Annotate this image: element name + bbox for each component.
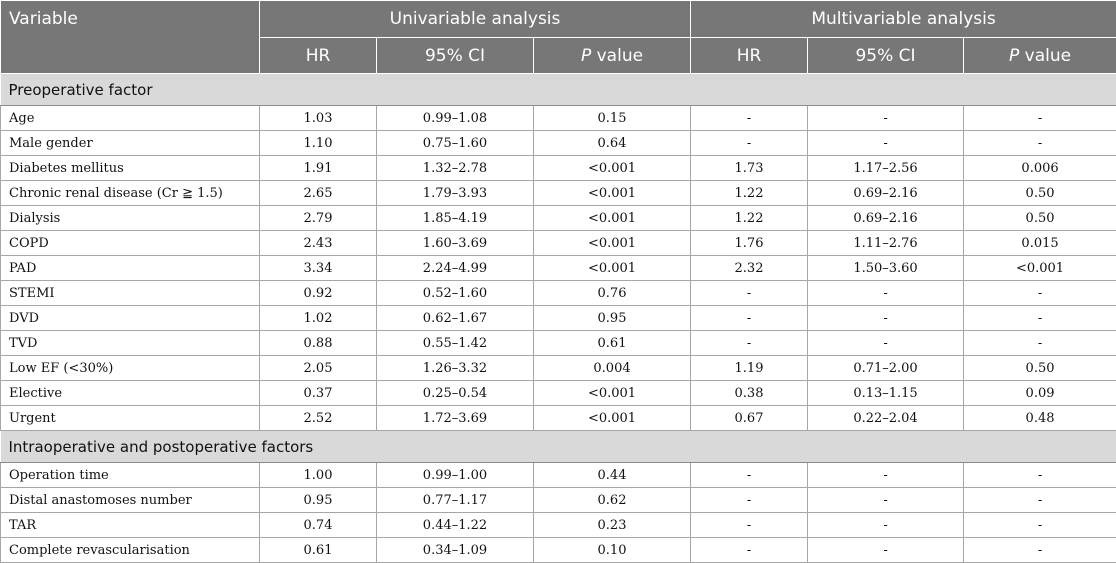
uni-p-cell: <0.001 <box>534 181 691 206</box>
multi-ci-cell: - <box>808 463 964 488</box>
uni-ci-cell: 0.77–1.17 <box>377 488 534 513</box>
multi-p-cell: - <box>964 463 1116 488</box>
table-row <box>1 181 1116 206</box>
uni-p-cell: 0.10 <box>534 538 691 563</box>
multi-ci-cell: 1.50–3.60 <box>808 256 964 281</box>
variable-cell: Elective <box>1 381 260 406</box>
multi-hr-cell: - <box>691 488 808 513</box>
table-row <box>1 306 1116 331</box>
table-row <box>1 131 1116 156</box>
uni-p-cell: <0.001 <box>534 406 691 431</box>
uni-ci-header: 95% CI <box>377 38 534 74</box>
uni-ci-cell: 0.44–1.22 <box>377 513 534 538</box>
multi-hr-cell: - <box>691 538 808 563</box>
p-rest: value <box>1019 46 1071 66</box>
multi-p-cell: - <box>964 131 1116 156</box>
table-header <box>1 1 1116 74</box>
table-row <box>1 513 1116 538</box>
uni-hr-cell: 0.95 <box>260 488 377 513</box>
uni-ci-cell: 1.79–3.93 <box>377 181 534 206</box>
variable-cell: Low EF (<30%) <box>1 356 260 381</box>
multi-hr-cell: - <box>691 513 808 538</box>
table-row <box>1 331 1116 356</box>
uni-p-cell: <0.001 <box>534 381 691 406</box>
uni-hr-cell: 1.02 <box>260 306 377 331</box>
table-row <box>1 488 1116 513</box>
multi-p-cell: - <box>964 306 1116 331</box>
multi-p-cell: 0.50 <box>964 356 1116 381</box>
multi-p-cell: - <box>964 281 1116 306</box>
multi-p-cell: - <box>964 538 1116 563</box>
variable-cell: PAD <box>1 256 260 281</box>
multi-p-cell: 0.015 <box>964 231 1116 256</box>
uni-hr-cell: 1.00 <box>260 463 377 488</box>
uni-ci-cell: 2.24–4.99 <box>377 256 534 281</box>
uni-p-cell: 0.15 <box>534 106 691 131</box>
variable-header: Variable <box>1 1 260 74</box>
multi-hr-cell: 1.22 <box>691 206 808 231</box>
uni-hr-cell: 1.10 <box>260 131 377 156</box>
multi-hr-cell: 1.19 <box>691 356 808 381</box>
multi-ci-cell: - <box>808 488 964 513</box>
multi-ci-header: 95% CI <box>808 38 964 74</box>
table-row <box>1 538 1116 563</box>
uni-p-cell: 0.95 <box>534 306 691 331</box>
uni-hr-cell: 2.79 <box>260 206 377 231</box>
uni-p-cell: 0.61 <box>534 331 691 356</box>
uni-hr-cell: 2.43 <box>260 231 377 256</box>
univariable-header: Univariable analysis <box>260 1 691 38</box>
uni-hr-cell: 1.03 <box>260 106 377 131</box>
uni-ci-cell: 0.52–1.60 <box>377 281 534 306</box>
uni-hr-cell: 2.05 <box>260 356 377 381</box>
multi-p-cell: - <box>964 106 1116 131</box>
uni-p-cell: <0.001 <box>534 206 691 231</box>
multi-ci-cell: 1.17–2.56 <box>808 156 964 181</box>
variable-cell: Distal anastomoses number <box>1 488 260 513</box>
uni-p-cell: <0.001 <box>534 256 691 281</box>
variable-cell: Operation time <box>1 463 260 488</box>
multi-ci-cell: - <box>808 538 964 563</box>
multi-hr-cell: - <box>691 306 808 331</box>
multi-ci-cell: - <box>808 131 964 156</box>
uni-hr-header: HR <box>260 38 377 74</box>
uni-hr-cell: 2.65 <box>260 181 377 206</box>
multi-p-cell: 0.09 <box>964 381 1116 406</box>
uni-ci-cell: 0.75–1.60 <box>377 131 534 156</box>
multi-p-header <box>964 38 1116 74</box>
variable-cell: Chronic renal disease (Cr ≧ 1.5) <box>1 181 260 206</box>
table-row <box>1 256 1116 281</box>
table-body <box>1 74 1116 563</box>
multi-hr-cell: - <box>691 331 808 356</box>
multi-hr-cell: 1.22 <box>691 181 808 206</box>
multi-p-cell: - <box>964 331 1116 356</box>
uni-p-cell: 0.76 <box>534 281 691 306</box>
multi-hr-header: HR <box>691 38 808 74</box>
multi-ci-cell: - <box>808 306 964 331</box>
multi-hr-cell: 2.32 <box>691 256 808 281</box>
variable-cell: STEMI <box>1 281 260 306</box>
multi-hr-cell: 0.67 <box>691 406 808 431</box>
uni-hr-cell: 2.52 <box>260 406 377 431</box>
multi-p-cell: 0.48 <box>964 406 1116 431</box>
multi-ci-cell: 0.69–2.16 <box>808 181 964 206</box>
multi-ci-cell: - <box>808 106 964 131</box>
uni-ci-cell: 0.55–1.42 <box>377 331 534 356</box>
uni-hr-cell: 1.91 <box>260 156 377 181</box>
multi-hr-cell: - <box>691 106 808 131</box>
multi-ci-cell: - <box>808 513 964 538</box>
uni-p-cell: 0.004 <box>534 356 691 381</box>
uni-ci-cell: 0.34–1.09 <box>377 538 534 563</box>
multivariable-header: Multivariable analysis <box>691 1 1116 38</box>
multi-ci-cell: 0.13–1.15 <box>808 381 964 406</box>
table-row <box>1 356 1116 381</box>
multi-p-cell: 0.50 <box>964 206 1116 231</box>
section-row <box>1 431 1116 463</box>
uni-ci-cell: 1.26–3.32 <box>377 356 534 381</box>
uni-p-cell: 0.62 <box>534 488 691 513</box>
table-row <box>1 231 1116 256</box>
table-row <box>1 406 1116 431</box>
uni-hr-cell: 0.74 <box>260 513 377 538</box>
multi-p-cell: - <box>964 513 1116 538</box>
uni-hr-cell: 0.88 <box>260 331 377 356</box>
uni-p-cell: <0.001 <box>534 231 691 256</box>
multi-hr-cell: - <box>691 281 808 306</box>
multi-hr-cell: 1.76 <box>691 231 808 256</box>
multi-hr-cell: 0.38 <box>691 381 808 406</box>
p-italic: P <box>1009 46 1019 66</box>
uni-hr-cell: 0.37 <box>260 381 377 406</box>
variable-cell: Urgent <box>1 406 260 431</box>
variable-cell: Dialysis <box>1 206 260 231</box>
table-row <box>1 106 1116 131</box>
multi-hr-cell: - <box>691 131 808 156</box>
p-rest: value <box>591 46 643 66</box>
multi-p-cell: 0.006 <box>964 156 1116 181</box>
variable-cell: TVD <box>1 331 260 356</box>
variable-cell: Male gender <box>1 131 260 156</box>
variable-cell: Age <box>1 106 260 131</box>
uni-p-cell: 0.64 <box>534 131 691 156</box>
uni-p-cell: 0.23 <box>534 513 691 538</box>
variable-cell: DVD <box>1 306 260 331</box>
multi-ci-cell: 0.69–2.16 <box>808 206 964 231</box>
p-italic: P <box>581 46 591 66</box>
multi-ci-cell: 0.22–2.04 <box>808 406 964 431</box>
multi-ci-cell: 0.71–2.00 <box>808 356 964 381</box>
uni-ci-cell: 1.85–4.19 <box>377 206 534 231</box>
uni-ci-cell: 0.99–1.00 <box>377 463 534 488</box>
multi-p-cell: - <box>964 488 1116 513</box>
uni-p-cell: <0.001 <box>534 156 691 181</box>
variable-cell: Complete revascularisation <box>1 538 260 563</box>
table-row <box>1 463 1116 488</box>
uni-hr-cell: 0.61 <box>260 538 377 563</box>
multi-ci-cell: 1.11–2.76 <box>808 231 964 256</box>
uni-p-header <box>534 38 691 74</box>
uni-ci-cell: 0.99–1.08 <box>377 106 534 131</box>
section-row <box>1 74 1116 106</box>
multi-hr-cell: - <box>691 463 808 488</box>
uni-ci-cell: 1.60–3.69 <box>377 231 534 256</box>
variable-cell: TAR <box>1 513 260 538</box>
section-title: Intraoperative and postoperative factors <box>1 431 1116 463</box>
multi-p-cell: 0.50 <box>964 181 1116 206</box>
uni-p-cell: 0.44 <box>534 463 691 488</box>
section-title: Preoperative factor <box>1 74 1116 106</box>
table-row <box>1 156 1116 181</box>
table-row <box>1 206 1116 231</box>
table-row <box>1 281 1116 306</box>
multi-ci-cell: - <box>808 281 964 306</box>
uni-ci-cell: 1.72–3.69 <box>377 406 534 431</box>
variable-cell: COPD <box>1 231 260 256</box>
multi-hr-cell: 1.73 <box>691 156 808 181</box>
uni-ci-cell: 0.25–0.54 <box>377 381 534 406</box>
uni-ci-cell: 0.62–1.67 <box>377 306 534 331</box>
multi-p-cell: <0.001 <box>964 256 1116 281</box>
uni-ci-cell: 1.32–2.78 <box>377 156 534 181</box>
uni-hr-cell: 0.92 <box>260 281 377 306</box>
uni-hr-cell: 3.34 <box>260 256 377 281</box>
table-row <box>1 381 1116 406</box>
multi-ci-cell: - <box>808 331 964 356</box>
variable-cell: Diabetes mellitus <box>1 156 260 181</box>
